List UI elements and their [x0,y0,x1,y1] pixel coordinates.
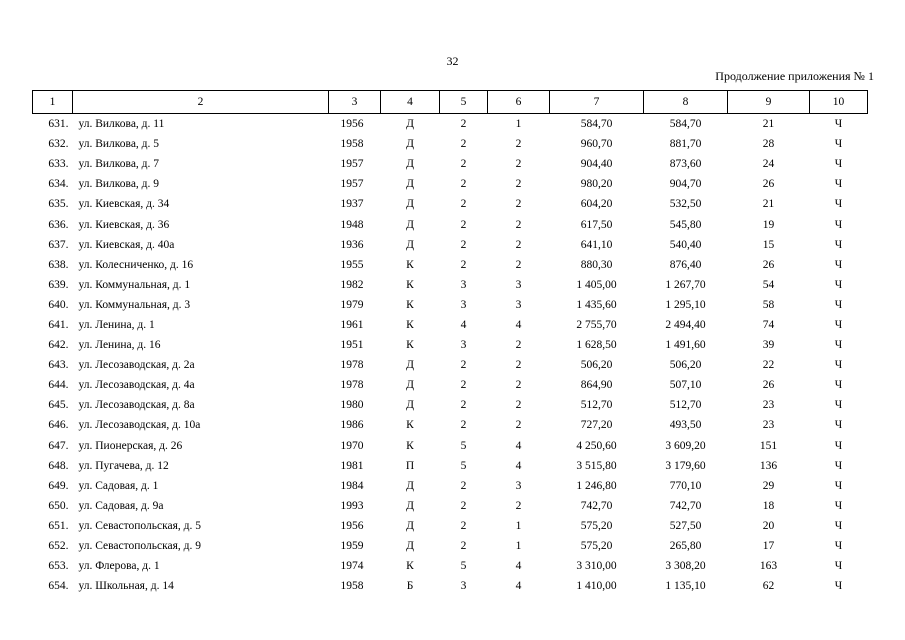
address-cell: ул. Вилкова, д. 11 [78,118,165,131]
row-number-cell: 649. [48,479,69,492]
row-number-cell: 652. [48,540,69,553]
ownership-cell: Ч [834,298,843,311]
floors-cell: 3 [460,278,467,291]
living-area-cell: 506,20 [669,359,702,372]
residents-cell: 54 [762,278,775,291]
total-area-cell: 575,20 [580,540,613,553]
address-cell: ул. Пугачева, д. 12 [78,459,169,472]
address-cell: ул. Коммунальная, д. 3 [78,298,191,311]
year-cell: 1984 [340,479,364,492]
row-number-cell: 635. [48,198,69,211]
residents-cell: 136 [759,459,778,472]
floors-cell: 3 [460,580,467,593]
address-cell: ул. Киевская, д. 40а [78,238,175,251]
ownership-cell: Ч [834,580,843,593]
total-area-cell: 880,30 [580,258,613,271]
total-area-cell: 904,40 [580,158,613,171]
total-area-cell: 584,70 [580,118,613,131]
year-cell: 1956 [340,118,364,131]
material-cell: П [405,459,415,472]
row-number-cell: 646. [48,419,69,432]
total-area-cell: 1 405,00 [576,278,617,291]
ownership-cell: Ч [834,278,843,291]
address-cell: ул. Пионерская, д. 26 [78,439,183,452]
table-header [33,91,868,114]
entrances-cell: 2 [515,499,522,512]
header-cell-5: 5 [440,91,488,114]
row-number-cell: 641. [48,318,69,331]
address-cell: ул. Колесниченко, д. 16 [78,258,194,271]
table-row [33,335,868,355]
residents-cell: 20 [762,519,775,532]
address-cell: ул. Лесозаводская, д. 10а [78,419,201,432]
living-area-cell: 742,70 [669,499,702,512]
table-row [33,496,868,516]
entrances-cell: 2 [515,258,522,271]
residents-cell: 15 [762,238,775,251]
residents-cell: 18 [762,499,775,512]
row-number-cell: 644. [48,379,69,392]
address-cell: ул. Вилкова, д. 7 [78,158,160,171]
floors-cell: 2 [460,158,467,171]
table-row [33,255,868,275]
residents-cell: 26 [762,178,775,191]
entrances-cell: 2 [515,218,522,231]
entrances-cell: 2 [515,399,522,412]
residents-cell: 29 [762,479,775,492]
living-area-cell: 584,70 [669,118,702,131]
row-number-cell: 637. [48,238,69,251]
year-cell: 1937 [340,198,364,211]
row-number-cell: 650. [48,499,69,512]
ownership-cell: Ч [834,439,843,452]
living-area-cell: 3 308,20 [665,560,706,573]
ownership-cell: Ч [834,178,843,191]
floors-cell: 2 [460,138,467,151]
total-area-cell: 512,70 [580,399,613,412]
residents-cell: 58 [762,298,775,311]
address-cell: ул. Коммунальная, д. 1 [78,278,191,291]
table-row [33,214,868,234]
table-row [33,295,868,315]
header-cell-8: 8 [644,91,728,114]
material-cell: Д [406,359,414,372]
entrances-cell: 4 [515,439,522,452]
table-row [33,355,868,375]
appendix-caption: Продолжение приложения № 1 [715,69,874,83]
entrances-cell: 2 [515,419,522,432]
address-cell: ул. Ленина, д. 1 [78,318,155,331]
address-cell: ул. Школьная, д. 14 [78,580,174,593]
table-row [33,476,868,496]
year-cell: 1936 [340,238,364,251]
residents-cell: 21 [762,118,775,131]
year-cell: 1961 [340,318,364,331]
row-number-cell: 651. [48,519,69,532]
address-cell: ул. Флерова, д. 1 [78,560,160,573]
living-area-cell: 1 491,60 [665,339,706,352]
residents-cell: 22 [762,359,775,372]
row-number-cell: 642. [48,339,69,352]
living-area-cell: 3 609,20 [665,439,706,452]
total-area-cell: 864,90 [580,379,613,392]
material-cell: К [406,258,414,271]
table-row [33,436,868,456]
entrances-cell: 4 [515,459,522,472]
floors-cell: 5 [460,459,467,472]
year-cell: 1981 [340,459,364,472]
material-cell: Д [406,479,414,492]
material-cell: Д [406,238,414,251]
table-row [33,395,868,415]
address-cell: ул. Севастопольская, д. 9 [78,540,202,553]
floors-cell: 2 [460,258,467,271]
living-area-cell: 512,70 [669,399,702,412]
living-area-cell: 1 295,10 [665,298,706,311]
address-cell: ул. Киевская, д. 36 [78,218,170,231]
row-number-cell: 632. [48,138,69,151]
ownership-cell: Ч [834,218,843,231]
total-area-cell: 2 755,70 [576,318,617,331]
year-cell: 1982 [340,278,364,291]
residents-cell: 151 [759,439,778,452]
ownership-cell: Ч [834,379,843,392]
row-number-cell: 636. [48,218,69,231]
living-area-cell: 881,70 [669,138,702,151]
total-area-cell: 727,20 [580,419,613,432]
table-row [33,275,868,295]
floors-cell: 2 [460,540,467,553]
row-number-cell: 631. [48,118,69,131]
total-area-cell: 3 310,00 [576,560,617,573]
year-cell: 1957 [340,178,364,191]
header-cell-9: 9 [728,91,810,114]
header-cell-2: 2 [73,91,329,114]
material-cell: Д [406,118,414,131]
ownership-cell: Ч [834,158,843,171]
living-area-cell: 904,70 [669,178,702,191]
table-row [33,174,868,194]
total-area-cell: 980,20 [580,178,613,191]
year-cell: 1955 [340,258,364,271]
floors-cell: 2 [460,218,467,231]
year-cell: 1979 [340,298,364,311]
address-cell: ул. Ленина, д. 16 [78,339,161,352]
row-number-cell: 633. [48,158,69,171]
material-cell: Д [406,379,414,392]
address-cell: ул. Лесозаводская, д. 4а [78,379,195,392]
address-cell: ул. Лесозаводская, д. 2а [78,359,195,372]
row-number-cell: 640. [48,298,69,311]
total-area-cell: 617,50 [580,218,613,231]
material-cell: К [406,560,414,573]
living-area-cell: 545,80 [669,218,702,231]
entrances-cell: 1 [515,118,522,131]
ownership-cell: Ч [834,399,843,412]
floors-cell: 5 [460,439,467,452]
address-cell: ул. Садовая, д. 1 [78,479,159,492]
floors-cell: 2 [460,519,467,532]
material-cell: Д [406,499,414,512]
residents-cell: 28 [762,138,775,151]
material-cell: К [406,318,414,331]
entrances-cell: 4 [515,560,522,573]
table-row [33,516,868,536]
living-area-cell: 540,40 [669,238,702,251]
housing-table [32,90,868,596]
floors-cell: 3 [460,298,467,311]
material-cell: К [406,419,414,432]
entrances-cell: 1 [515,519,522,532]
year-cell: 1957 [340,158,364,171]
ownership-cell: Ч [834,118,843,131]
floors-cell: 5 [460,560,467,573]
row-number-cell: 638. [48,258,69,271]
ownership-cell: Ч [834,479,843,492]
entrances-cell: 2 [515,379,522,392]
living-area-cell: 3 179,60 [665,459,706,472]
ownership-cell: Ч [834,238,843,251]
year-cell: 1948 [340,218,364,231]
floors-cell: 3 [460,339,467,352]
floors-cell: 2 [460,479,467,492]
year-cell: 1958 [340,138,364,151]
floors-cell: 2 [460,118,467,131]
header-row [33,91,868,114]
ownership-cell: Ч [834,519,843,532]
table-row [33,536,868,556]
row-number-cell: 639. [48,278,69,291]
address-cell: ул. Лесозаводская, д. 8а [78,399,195,412]
residents-cell: 21 [762,198,775,211]
material-cell: Д [406,198,414,211]
year-cell: 1978 [340,359,364,372]
material-cell: Д [406,158,414,171]
year-cell: 1951 [340,339,364,352]
row-number-cell: 643. [48,359,69,372]
living-area-cell: 873,60 [669,158,702,171]
living-area-cell: 2 494,40 [665,318,706,331]
total-area-cell: 960,70 [580,138,613,151]
ownership-cell: Ч [834,499,843,512]
row-number-cell: 645. [48,399,69,412]
entrances-cell: 2 [515,339,522,352]
material-cell: Д [406,540,414,553]
page-number: 32 [446,54,459,68]
ownership-cell: Ч [834,560,843,573]
material-cell: К [406,278,414,291]
residents-cell: 62 [762,580,775,593]
entrances-cell: 2 [515,178,522,191]
material-cell: Д [406,178,414,191]
total-area-cell: 1 628,50 [576,339,617,352]
entrances-cell: 4 [515,580,522,593]
floors-cell: 2 [460,238,467,251]
living-area-cell: 265,80 [669,540,702,553]
entrances-cell: 1 [515,540,522,553]
total-area-cell: 1 246,80 [576,479,617,492]
year-cell: 1980 [340,399,364,412]
ownership-cell: Ч [834,459,843,472]
header-cell-1: 1 [33,91,73,114]
living-area-cell: 770,10 [669,479,702,492]
table-row [33,114,868,135]
table-row [33,456,868,476]
total-area-cell: 604,20 [580,198,613,211]
residents-cell: 26 [762,258,775,271]
header-cell-10: 10 [810,91,868,114]
material-cell: Б [406,580,414,593]
entrances-cell: 2 [515,198,522,211]
ownership-cell: Ч [834,258,843,271]
floors-cell: 2 [460,359,467,372]
material-cell: Д [406,519,414,532]
table-row [33,415,868,435]
header-cell-4: 4 [381,91,440,114]
living-area-cell: 493,50 [669,419,702,432]
total-area-cell: 1 435,60 [576,298,617,311]
year-cell: 1986 [340,419,364,432]
year-cell: 1978 [340,379,364,392]
entrances-cell: 2 [515,238,522,251]
ownership-cell: Ч [834,540,843,553]
residents-cell: 163 [759,560,778,573]
address-cell: ул. Севастопольская, д. 5 [78,519,202,532]
total-area-cell: 3 515,80 [576,459,617,472]
total-area-cell: 575,20 [580,519,613,532]
ownership-cell: Ч [834,419,843,432]
row-number-cell: 647. [48,439,69,452]
floors-cell: 2 [460,178,467,191]
header-cell-7: 7 [550,91,644,114]
material-cell: Д [406,138,414,151]
total-area-cell: 742,70 [580,499,613,512]
ownership-cell: Ч [834,339,843,352]
entrances-cell: 2 [515,158,522,171]
residents-cell: 19 [762,218,775,231]
floors-cell: 2 [460,379,467,392]
ownership-cell: Ч [834,198,843,211]
ownership-cell: Ч [834,359,843,372]
material-cell: К [406,298,414,311]
table-row [33,235,868,255]
total-area-cell: 506,20 [580,359,613,372]
material-cell: Д [406,218,414,231]
entrances-cell: 3 [515,278,522,291]
floors-cell: 2 [460,198,467,211]
table-row [33,556,868,576]
entrances-cell: 3 [515,298,522,311]
table-row [33,576,868,596]
row-number-cell: 648. [48,459,69,472]
total-area-cell: 641,10 [580,238,613,251]
floors-cell: 2 [460,419,467,432]
row-number-cell: 653. [48,560,69,573]
residents-cell: 23 [762,419,775,432]
table-row [33,134,868,154]
entrances-cell: 2 [515,359,522,372]
material-cell: Д [406,399,414,412]
table-row [33,375,868,395]
material-cell: К [406,439,414,452]
total-area-cell: 1 410,00 [576,580,617,593]
residents-cell: 23 [762,399,775,412]
table-row [33,315,868,335]
residents-cell: 17 [762,540,775,553]
address-cell: ул. Садовая, д. 9а [78,499,164,512]
residents-cell: 74 [762,318,775,331]
living-area-cell: 532,50 [669,198,702,211]
table-body [33,114,868,597]
residents-cell: 39 [762,339,775,352]
address-cell: ул. Вилкова, д. 9 [78,178,160,191]
living-area-cell: 527,50 [669,519,702,532]
year-cell: 1974 [340,560,364,573]
entrances-cell: 3 [515,479,522,492]
year-cell: 1970 [340,439,364,452]
ownership-cell: Ч [834,138,843,151]
row-number-cell: 654. [48,580,69,593]
entrances-cell: 2 [515,138,522,151]
residents-cell: 24 [762,158,775,171]
table-row [33,154,868,174]
total-area-cell: 4 250,60 [576,439,617,452]
address-cell: ул. Вилкова, д. 5 [78,138,160,151]
living-area-cell: 1 135,10 [665,580,706,593]
table-row [33,194,868,214]
address-cell: ул. Киевская, д. 34 [78,198,170,211]
year-cell: 1956 [340,519,364,532]
entrances-cell: 4 [515,318,522,331]
floors-cell: 4 [460,318,467,331]
living-area-cell: 507,10 [669,379,702,392]
header-cell-6: 6 [488,91,550,114]
residents-cell: 26 [762,379,775,392]
year-cell: 1959 [340,540,364,553]
living-area-cell: 1 267,70 [665,278,706,291]
living-area-cell: 876,40 [669,258,702,271]
row-number-cell: 634. [48,178,69,191]
floors-cell: 2 [460,399,467,412]
year-cell: 1958 [340,580,364,593]
header-cell-3: 3 [329,91,381,114]
year-cell: 1993 [340,499,364,512]
ownership-cell: Ч [834,318,843,331]
material-cell: К [406,339,414,352]
floors-cell: 2 [460,499,467,512]
